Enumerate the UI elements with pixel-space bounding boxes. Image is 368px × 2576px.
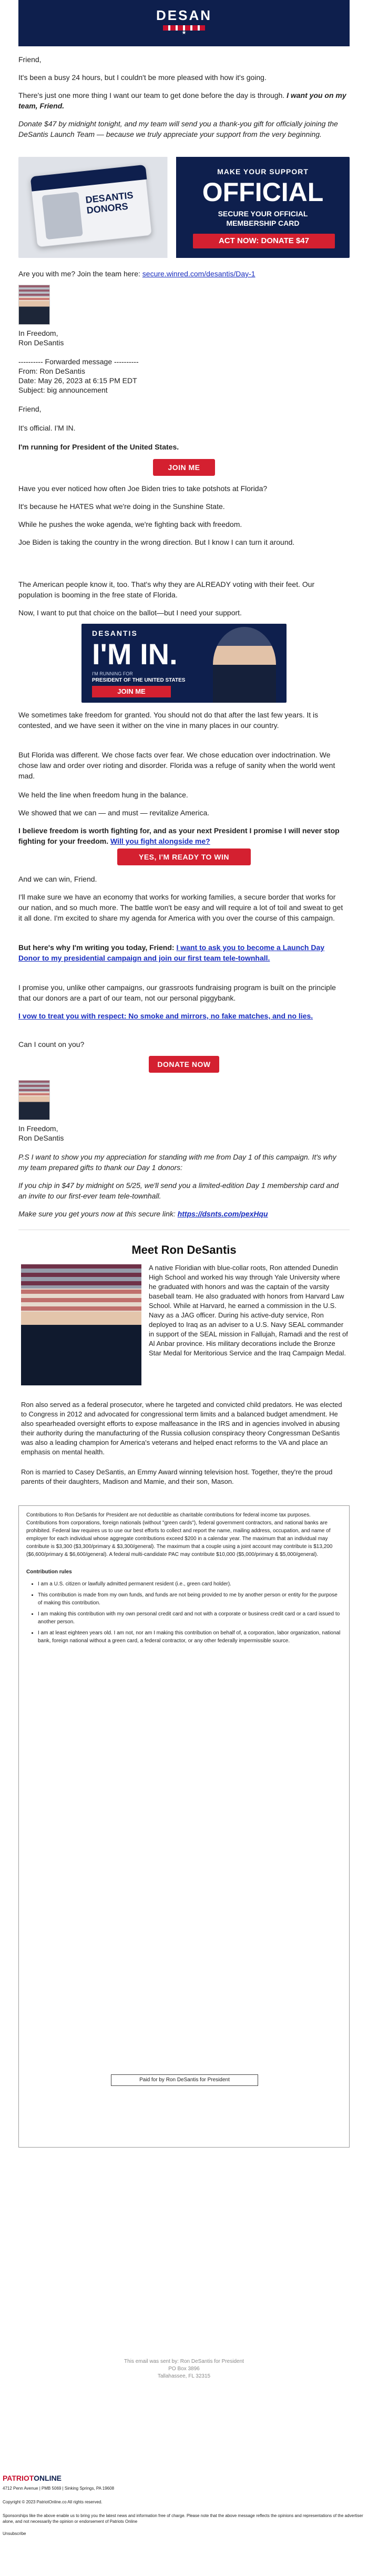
contribution-rule: • I am a U.S. citizen or lawfully admitted permanent resident (i.e., green card holder).	[38, 1580, 342, 1588]
paragraph-fighting-text: I believe freedom is worth fighting for, and as your next President I promise I will never stop fighting for your freedom.	[18, 826, 340, 845]
footer-city: Tallahassee, FL 32315	[157, 2373, 211, 2379]
bio-paragraph-2: Ron also served as a federal prosecutor, where he targeted and convicted child predators. He was elected to Congress in 2012 and advocated for congressional term limits and a balanced budget amendment. He also spearheaded oversight efforts to expose malfeasance in the IRS and in agencies involved in abusing their authority during the manufacturing of the Russia collusion conspiracy theory Congressman DeSantis was also a leading champion for America's veterans and helped enact reforms to the VA and place an emphasis on mental health.	[21, 1401, 342, 1456]
card-name-line2: DONORS	[86, 201, 129, 216]
membership-card-image	[29, 164, 152, 247]
paragraph-count-on: Can I count on you?	[18, 1040, 85, 1049]
im-in-banner[interactable]	[81, 624, 287, 703]
card-name-line1: DESANTIS	[85, 189, 134, 205]
dsnts-link[interactable]: https://dsnts.com/pexHqu	[177, 1210, 268, 1218]
po-copyright: Copyright © 2023 PatriotOnline.co All rights reserved.	[3, 2500, 103, 2504]
bio-paragraph-1: A native Floridian with blue-collar roots, Ron attended Dunedin High School and worked his way through Yale University where he graduated with honors and was the captain of the varsity baseball team. He also graduated with honors from Harvard Law School. While at Harvard, he earned a commission in the U.S. Navy as a JAG officer. During his active-duty service, Ron deployed to Iraq as an adviser to a U.S. Navy SEAL commander in support of the SEAL mission in Fallujah, Ramadi and the rest of Al Anbar province. His military decorations include the Bronze Star Medal for Meritorious Service and the Iraq Campaign Medal.	[149, 1264, 348, 1357]
ps-chip-in-text: If you chip in $47 by midnight on 5/25, we'll send you a limited-edition Day 1 membership card and an invite to our first-ever team tele-townhall.	[18, 1181, 339, 1200]
disclaimer-box	[18, 1505, 350, 2148]
paragraph-fighting	[18, 825, 344, 846]
paragraph-wrong-direction: Joe Biden is taking the country in the wrong direction. But I know I can turn it around.	[18, 538, 295, 546]
paragraph-launch-day-text: But here's why I'm writing you today, Friend:	[18, 943, 177, 952]
card-name	[85, 190, 135, 216]
banner-brand: DESANTIS	[92, 629, 138, 637]
paragraph-granted: We sometimes take freedom for granted. You should not do that after the last few years. It is contested, and we have seen it wither on the vine in many places in our country.	[18, 711, 319, 730]
paragraph-economy: I'll make sure we have an economy that works for working families, a secure border that works for our nation, and so much more. The battle won't be easy and will require a lot of toil and sweat to get it all done. I'm excited to share my agenda for America with you over the course of this campaign.	[18, 893, 343, 922]
card-stripe	[30, 165, 147, 192]
paragraph-busy: It's been a busy 24 hours, but I couldn't be more pleased with how it's going.	[18, 73, 267, 82]
paragraph-one-more-text: There's just one more thing I want our team to get done before the day is through.	[18, 91, 287, 99]
im-in-title: I'M IN.	[92, 637, 178, 671]
bio-flag-background	[21, 1264, 141, 1312]
ps-chip-in	[18, 1180, 344, 1201]
greeting: Friend,	[18, 55, 42, 64]
logo-text: DESAN	[156, 7, 212, 23]
signature-2: Ron DeSantis	[18, 1134, 64, 1142]
paragraph-one-more	[18, 90, 350, 111]
forwarded-subject: Subject: big announcement	[18, 386, 108, 394]
desantis-portrait-small-2	[18, 1080, 50, 1120]
banner-portrait	[213, 627, 276, 703]
running-for: I'M RUNNING FOR	[92, 671, 133, 676]
contribution-rules-title: Contribution rules	[26, 1569, 72, 1575]
fight-alongside-link[interactable]: Will you fight alongside me?	[110, 837, 210, 845]
paragraph-ballot: Now, I want to put that choice on the ballot—but I need your support.	[18, 608, 242, 617]
meet-title: Meet Ron DeSantis	[131, 1243, 237, 1256]
secure-line2: MEMBERSHIP CARD	[226, 219, 300, 227]
flag-background	[19, 285, 49, 301]
logo-online: ONLINE	[34, 2474, 62, 2482]
footer-po-box: PO Box 3896	[168, 2366, 200, 2372]
campaign-header	[18, 0, 350, 46]
act-now-button[interactable]: ACT NOW: DONATE $47	[193, 234, 335, 248]
signoff-1: In Freedom,	[18, 329, 58, 337]
launch-day-link[interactable]: I want to ask you to become a Launch Day Donor to my presidential campaign and join our first team tele-townhall.	[18, 943, 325, 962]
join-line-text: Are you with me? Join the team here:	[18, 269, 142, 278]
president-of-us: PRESIDENT OF THE UNITED STATES	[92, 677, 186, 683]
paragraph-respect	[18, 1011, 344, 1021]
card-portrait	[42, 192, 83, 239]
logo-patriot: PATRIOT	[3, 2474, 34, 2482]
banner-join-me-button[interactable]: JOIN ME	[92, 686, 171, 697]
join-me-button[interactable]: JOIN ME	[153, 459, 215, 476]
bio-paragraph-3: Ron is married to Casey DeSantis, an Emmy Award winning television host. Together, they're the proud parents of their daughters, Madison and Mamie, and their son, Mason.	[21, 1468, 333, 1485]
paragraph-biden-potshots: Have you ever noticed how often Joe Biden tries to take potshots at Florida?	[18, 484, 268, 493]
contribution-rule: • This contribution is made from my own funds, and funds are not being provided to me by another person or entity for the purpose of making this contribution.	[38, 1591, 342, 1607]
contribution-rules-list	[38, 1580, 342, 1645]
membership-card-banner[interactable]	[18, 157, 350, 258]
join-link[interactable]: secure.winred.com/desantis/Day-1	[142, 269, 255, 278]
make-your-support: MAKE YOUR SUPPORT	[217, 167, 309, 176]
patriot-online-logo	[3, 2474, 62, 2482]
forwarded-separator: ---------- Forwarded message ----------	[18, 357, 139, 366]
flag-background-2	[19, 1081, 49, 1096]
ps-appreciation-text: P.S I want to show you my appreciation for standing with me from Day 1 of this campaign. It's why my team prepared gifts to thank our Day 1 donors:	[18, 1153, 336, 1172]
desantis-logo	[155, 7, 213, 39]
contribution-rule: • I am at least eighteen years old. I am not, nor am I making this contribution on behalf of, a corporation, labor organization, national bank, foreign national without a green card, a federal contractor, or any other federally impermissible source.	[38, 1629, 342, 1645]
desantis-bio-photo	[21, 1264, 141, 1385]
disclaimer-text: Contributions to Ron DeSantis for President are not deductible as charitable contributions for federal income tax purposes. Contributions from corporations, foreign nationals (without "green cards"), federal government contractors, and national banks are prohibited. Federal law requires us to use our best efforts to collect and report the name, mailing address, occupation, and name of employer for each individual whose aggregate contributions exceed $200 in a calendar year. The maximum that an individual may contribute is $3,300 ($3,300/primary & $3,300/general). The maximum that a couple using a joint account may contribute is $13,200 ($6,600/primary & $6,600/general). A federal multi-candidate PAC may contribute $10,000 ($5,000/primary & $5,000/general).	[26, 1512, 333, 1557]
po-address: 4712 Penn Avenue | PMB 5069 | Sinking Springs, PA 19608	[3, 2486, 115, 2491]
greeting-2: Friend,	[18, 405, 42, 413]
secure-line1: SECURE YOUR OFFICIAL	[218, 209, 308, 218]
signoff-2: In Freedom,	[18, 1124, 58, 1133]
paragraph-woke: While he pushes the woke agenda, we're fighting back with freedom.	[18, 520, 242, 528]
ps-secure-link	[18, 1209, 350, 1219]
signature-1: Ron DeSantis	[18, 338, 64, 347]
forwarded-date: Date: May 26, 2023 at 6:15 PM EDT	[18, 376, 137, 385]
unsubscribe-link[interactable]: Unsubscribe	[3, 2531, 26, 2536]
ps-secure-link-text: Make sure you get yours now at this secure link:	[18, 1210, 178, 1218]
po-sponsorship-note: Sponsorships like the above enable us to bring you the latest news and information free of charge. Please note that the above message reflects the opinions and representations of the advertiser alone, and not necessarily the opinion or endorsement of Patriots Online	[3, 2513, 363, 2524]
paragraph-donate-offer-text: Donate $47 by midnight tonight, and my team will send you a thank-you gift for officially joining the DeSantis Launch Team — because we truly appreciate your support from the very beginning.	[18, 119, 338, 138]
paragraph-voting-feet: The American people know it, too. That's why they are ALREADY voting with their feet. Our population is booming in the free state of Florida.	[18, 580, 315, 599]
banner-right-panel	[176, 157, 350, 258]
contribution-rule: • I am making this contribution with my own personal credit card and not with a corporate or business credit card or a card issued to another person.	[38, 1610, 342, 1626]
star-icon: ★	[181, 30, 187, 36]
official-announcement: It's official. I'M IN.	[18, 424, 76, 432]
paragraph-hates: It's because he HATES what we're doing in the Sunshine State.	[18, 502, 225, 511]
official-title: OFFICIAL	[202, 177, 324, 207]
paragraph-launch-day	[18, 942, 344, 963]
paid-for-box: Paid for by Ron DeSantis for President	[111, 2074, 258, 2086]
join-line	[18, 268, 350, 279]
desantis-portrait-small	[18, 285, 50, 325]
ready-to-win-button[interactable]: YES, I'M READY TO WIN	[117, 848, 251, 865]
paragraph-held-line: We held the line when freedom hung in the balance.	[18, 791, 188, 799]
paragraph-donate-offer	[18, 118, 350, 139]
ps-appreciation	[18, 1152, 344, 1173]
paragraph-revitalize: We showed that we can — and must — revitalize America.	[18, 808, 210, 817]
paragraph-florida-different: But Florida was different. We chose facts over fear. We chose education over indoctrination. We chose law and order over rioting and disorder. Florida was a refuge of sanity when the world went mad.	[18, 751, 335, 780]
respect-link[interactable]: I vow to treat you with respect: No smoke and mirrors, no fake matches, and no lies.	[18, 1012, 313, 1020]
footer-sent-by: This email was sent by: Ron DeSantis for President	[124, 2359, 244, 2364]
running-statement: I'm running for President of the United States.	[18, 443, 179, 451]
donate-now-button[interactable]: DONATE NOW	[149, 1056, 219, 1073]
paragraph-grassroots: I promise you, unlike other campaigns, our grassroots fundraising program is built on the principle that our donors are a part of our team, not our personal piggybank.	[18, 983, 336, 1002]
forwarded-from: From: Ron DeSantis	[18, 367, 85, 375]
paragraph-can-win: And we can win, Friend.	[18, 875, 97, 883]
paragraph-one-more-emphasis: I want you on my team, Friend.	[18, 91, 346, 110]
